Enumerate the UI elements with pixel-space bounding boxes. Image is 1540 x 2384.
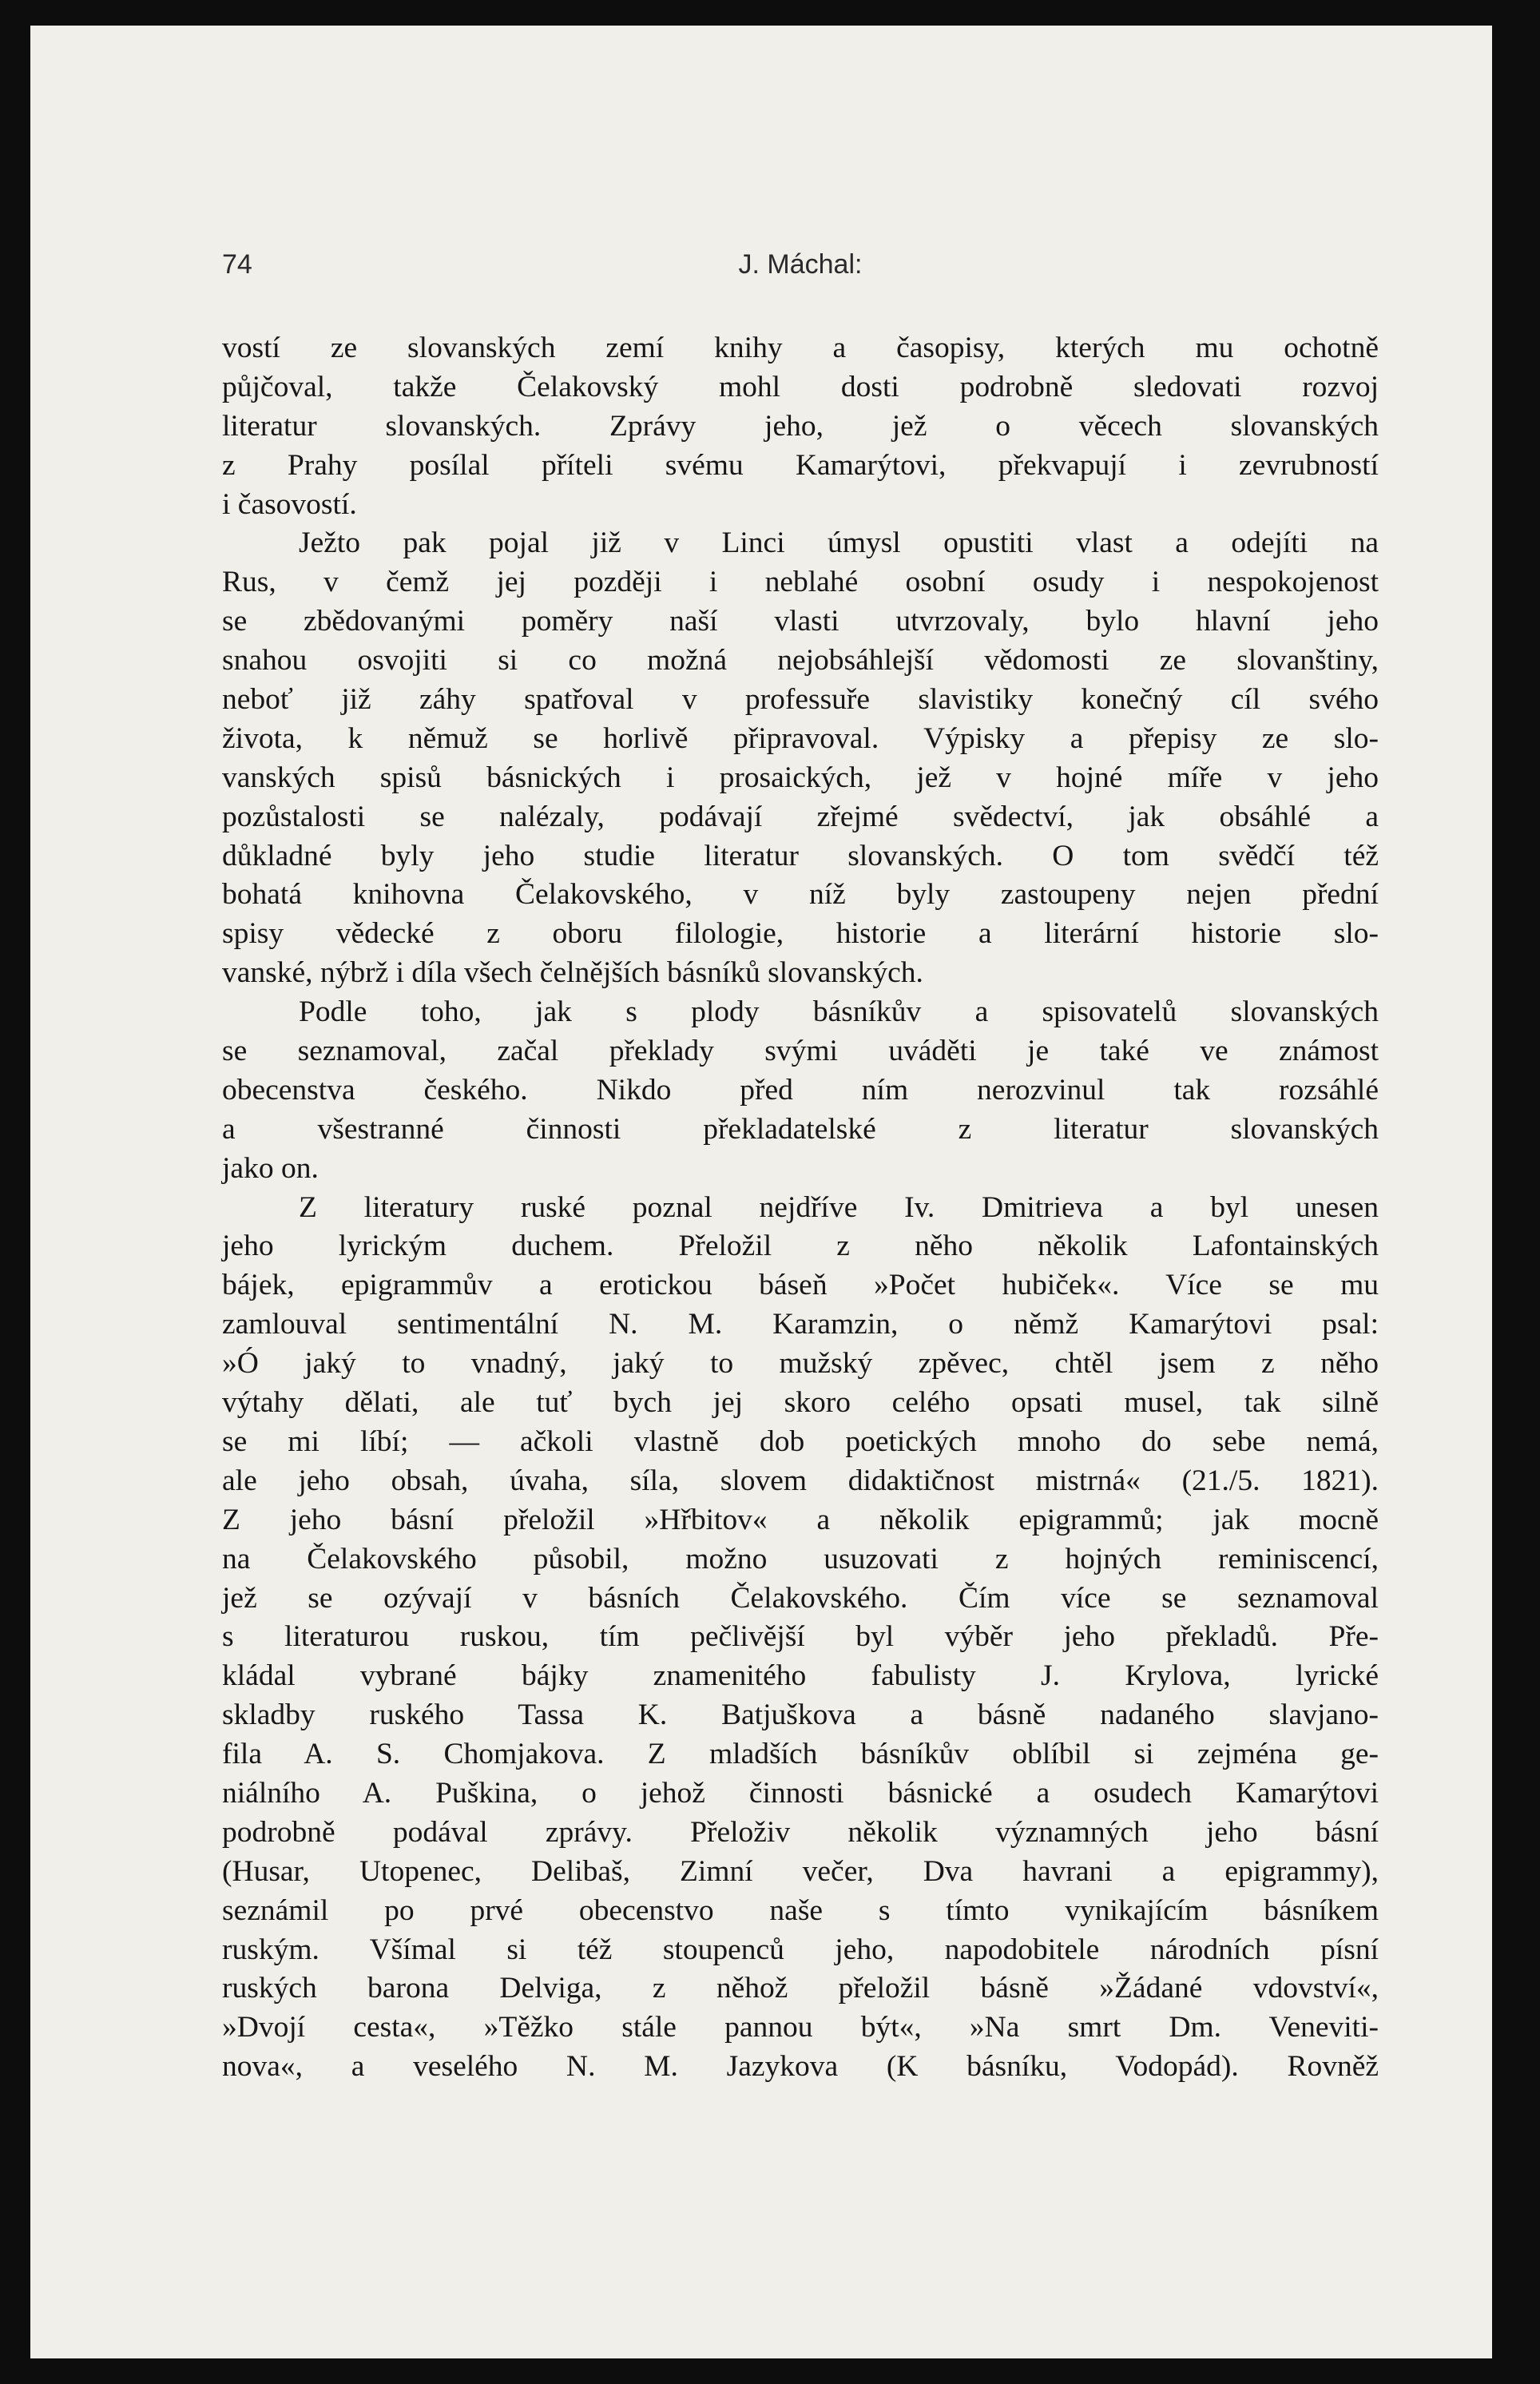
text-line: spisy vědecké z oboru filologie, historie a literární historie slo- bbox=[222, 917, 1379, 951]
text-line: ale jeho obsah, úvaha, síla, slovem didaktičnost mistrná« (21./5. 1821). bbox=[222, 1464, 1379, 1497]
text-line: ruským. Všímal si též stoupenců jeho, napodobitele národních písní bbox=[222, 1933, 1379, 1966]
text-line: niálního A. Puškina, o jehož činnosti básnické a osudech Kamarýtovi bbox=[222, 1776, 1379, 1810]
text-line: se mi líbí; — ačkoli vlastně dob poetických mnoho do sebe nemá, bbox=[222, 1424, 1379, 1458]
text-line: neboť již záhy spatřoval v professuře slavistiky konečný cíl svého bbox=[222, 683, 1379, 717]
text-line: půjčoval, takže Čelakovský mohl dosti podrobně sledovati rozvoj bbox=[222, 370, 1379, 403]
text-line: pozůstalosti se nalézaly, podávají zřejmé svědectví, jak obsáhlé a bbox=[222, 800, 1379, 833]
text-line: důkladné byly jeho studie literatur slovanských. O tom svědčí též bbox=[222, 839, 1379, 872]
text-line: a všestranné činnosti překladatelské z literatur slovanských bbox=[222, 1112, 1379, 1146]
book-page bbox=[30, 26, 1492, 2358]
text-line: života, k němuž se horlivě připravoval. Výpisky a přepisy ze slo- bbox=[222, 721, 1379, 755]
text-line: »Dvojí cesta«, »Těžko stále pannou být«, »Na smrt Dm. Veneviti- bbox=[222, 2011, 1379, 2044]
text-line: skladby ruského Tassa K. Batjuškova a básně nadaného slavjano- bbox=[222, 1699, 1379, 1732]
text-line: se seznamoval, začal překlady svými uváděti je také ve známost bbox=[222, 1035, 1379, 1068]
text-line: se zbědovanými poměry naší vlasti utvrzovaly, bylo hlavní jeho bbox=[222, 605, 1379, 638]
text-line: Z jeho básní přeložil »Hřbitov« a několik epigrammů; jak mocně bbox=[222, 1503, 1379, 1536]
text-line: bájek, epigrammův a erotickou báseň »Počet hubiček«. Více se mu bbox=[222, 1269, 1379, 1302]
text-line: jeho lyrickým duchem. Přeložil z něho několik Lafontainských bbox=[222, 1230, 1379, 1263]
page-number: 74 bbox=[222, 249, 252, 280]
text-line: podrobně podával zprávy. Přeloživ několik významných jeho básní bbox=[222, 1815, 1379, 1849]
text-line: výtahy dělati, ale tuť bych jej skoro celého opsati musel, tak silně bbox=[222, 1386, 1379, 1420]
text-line: bohatá knihovna Čelakovského, v níž byly zastoupeny nejen přední bbox=[222, 878, 1379, 912]
text-line: Z literatury ruské poznal nejdříve Iv. Dmitrieva a byl unesen bbox=[299, 1190, 1379, 1224]
text-line: snahou osvojiti si co možná nejobsáhlejší vědomosti ze slovanštiny, bbox=[222, 644, 1379, 677]
text-line: vostí ze slovanských zemí knihy a časopisy, kterých mu ochotně bbox=[222, 332, 1379, 364]
text-line: (Husar, Utopenec, Delibaš, Zimní večer, Dva havrani a epigrammy), bbox=[222, 1854, 1379, 1888]
text-line: obecenstva českého. Nikdo před ním nerozvinul tak rozsáhlé bbox=[222, 1073, 1379, 1107]
text-line: z Prahy posílal příteli svému Kamarýtovi, překvapují i zevrubností bbox=[222, 448, 1379, 482]
text-line: i časovostí. bbox=[222, 487, 357, 521]
text-line: kládal vybrané bájky znamenitého fabulisty J. Krylova, lyrické bbox=[222, 1659, 1379, 1693]
text-line: Rus, v čemž jej později i neblahé osobní osudy i nespokojenost bbox=[222, 566, 1379, 599]
text-line: literatur slovanských. Zprávy jeho, jež o věcech slovanských bbox=[222, 409, 1379, 443]
body-text bbox=[222, 329, 1379, 2087]
text-line: na Čelakovského působil, možno usuzovati z hojných reminiscencí, bbox=[222, 1542, 1379, 1575]
text-line: ruských barona Delviga, z něhož přeložil básně »Žádané vdovství«, bbox=[222, 1972, 1379, 2005]
text-line: fila A. S. Chomjakova. Z mladších básníkův oblíbil si zejména ge- bbox=[222, 1738, 1379, 1771]
text-line: Podle toho, jak s plody básníkův a spisovatelů slovanských bbox=[299, 995, 1379, 1029]
text-line: seznámil po prvé obecenstvo naše s tímto vynikajícím básníkem bbox=[222, 1893, 1379, 1927]
text-line: jako on. bbox=[222, 1151, 319, 1185]
text-line: nova«, a veselého N. M. Jazykova (K básníku, Vodopád). Rovněž bbox=[222, 2050, 1379, 2084]
text-line: Ježto pak pojal již v Linci úmysl opustiti vlast a odejíti na bbox=[299, 526, 1379, 560]
running-head: J. Máchal: bbox=[738, 249, 863, 280]
page-header bbox=[222, 225, 1379, 281]
text-line: »Ó jaký to vnadný, jaký to mužský zpěvec, chtěl jsem z něho bbox=[222, 1347, 1379, 1381]
text-line: vanských spisů básnických i prosaických, jež v hojné míře v jeho bbox=[222, 761, 1379, 794]
text-line: zamlouval sentimentální N. M. Karamzin, o němž Kamarýtovi psal: bbox=[222, 1308, 1379, 1341]
text-line: s literaturou ruskou, tím pečlivější byl výběr jeho překladů. Pře- bbox=[222, 1620, 1379, 1654]
text-line: jež se ozývají v básních Čelakovského. Čím více se seznamoval bbox=[222, 1581, 1379, 1615]
text-line: vanské, nýbrž i díla všech čelnějších básníků slovanských. bbox=[222, 956, 923, 990]
